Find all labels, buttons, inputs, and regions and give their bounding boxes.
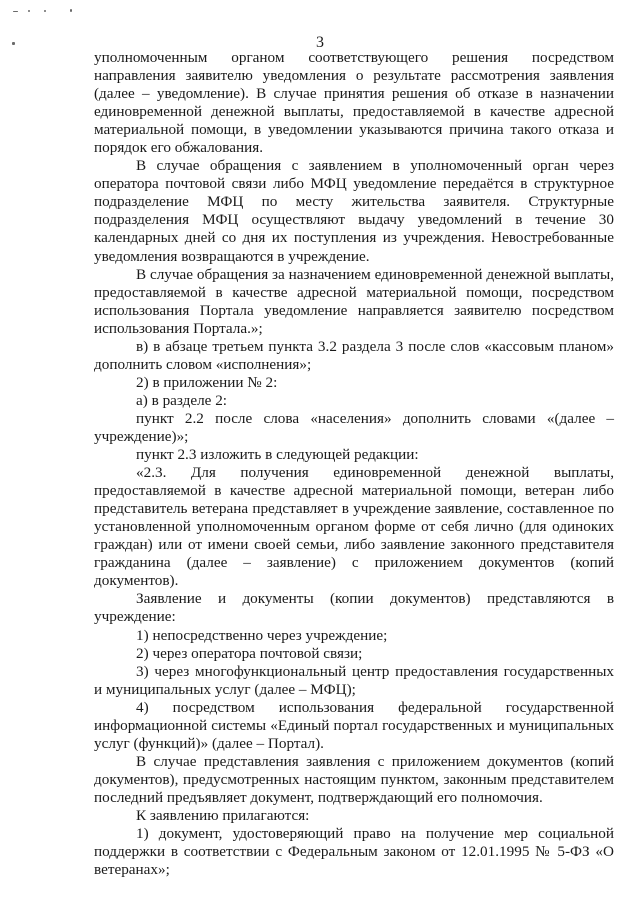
paragraph: 1) непосредственно через учреждение;: [136, 626, 388, 644]
scan-mark: [70, 9, 72, 12]
scan-mark: [28, 10, 30, 12]
paragraph: «2.3. Для получения единовременной денежной выплаты, предоставляемой в качестве адресной материальной помощи, ветеран либо представитель ветерана представляет в учреждение заявление, составленное по установленной уполномоченным органом форме от себя лично (для одиноких граждан) или от имени своей семьи, либо заявление законного представителя гражданина (далее – заявление) с приложением документов (копий документов).: [94, 464, 614, 590]
paragraph: 2) в приложении № 2:: [136, 373, 278, 391]
scan-mark: [44, 10, 46, 12]
paragraph: В случае обращения за назначением единовременной денежной выплаты, предоставляемой в качестве адресной материальной помощи, посредством использования Портала уведомление направляется заявителю посредством использования Портала.»;: [94, 265, 614, 337]
page-number: 3: [316, 34, 324, 51]
paragraph: 1) документ, удостоверяющий право на получение мер социальной поддержки в соответствии с Федеральным законом от 12.01.1995 № 5-ФЗ «О ветеранах»;: [94, 825, 614, 879]
paragraph: Заявление и документы (копии документов) представляются в учреждение:: [94, 590, 614, 626]
paragraph: В случае обращения с заявлением в уполномоченный орган через оператора почтовой связи либо МФЦ уведомление передаётся в структурное подразделение МФЦ по месту жительства заявителя. Структурные подразделения МФЦ осуществляют выдачу уведомлений в течение 30 календарных дней со дня их поступления из учреждения. Невостребованные уведомления возвращаются в учреждение.: [94, 157, 614, 265]
document-body: [94, 49, 614, 879]
paragraph: 3) через многофункциональный центр предоставления государственных и муниципальных услуг (далее – МФЦ);: [94, 662, 614, 698]
paragraph: а) в разделе 2:: [136, 391, 228, 409]
paragraph: в) в абзаце третьем пункта 3.2 раздела 3 после слов «кассовым планом» дополнить словом «исполнения»;: [94, 337, 614, 373]
paragraph: пункт 2.2 после слова «населения» дополнить словами «(далее – учреждение)»;: [94, 409, 614, 445]
paragraph: В случае представления заявления с приложением документов (копий документов), предусмотренных настоящим пунктом, законным представителем последний предъявляет документ, подтверждающий его полномочия.: [94, 752, 614, 806]
paragraph: 2) через оператора почтовой связи;: [136, 644, 363, 662]
scan-mark: [13, 11, 18, 12]
paragraph: пункт 2.3 изложить в следующей редакции:: [136, 446, 419, 464]
paragraph: 4) посредством использования федеральной государственной информационной системы «Единый портал государственных и муниципальных услуг (функций)» (далее – Портал).: [94, 698, 614, 752]
paragraph: К заявлению прилагаются:: [136, 806, 310, 824]
paragraph: уполномоченным органом соответствующего решения посредством направления заявителю уведомления о результате рассмотрения заявления (далее – уведомление). В случае принятия решения об отказе в назначении единовременной денежной выплаты, предоставляемой в качестве адресной материальной помощи, в уведомлении указываются причина такого отказа и порядок его обжалования.: [94, 49, 614, 157]
